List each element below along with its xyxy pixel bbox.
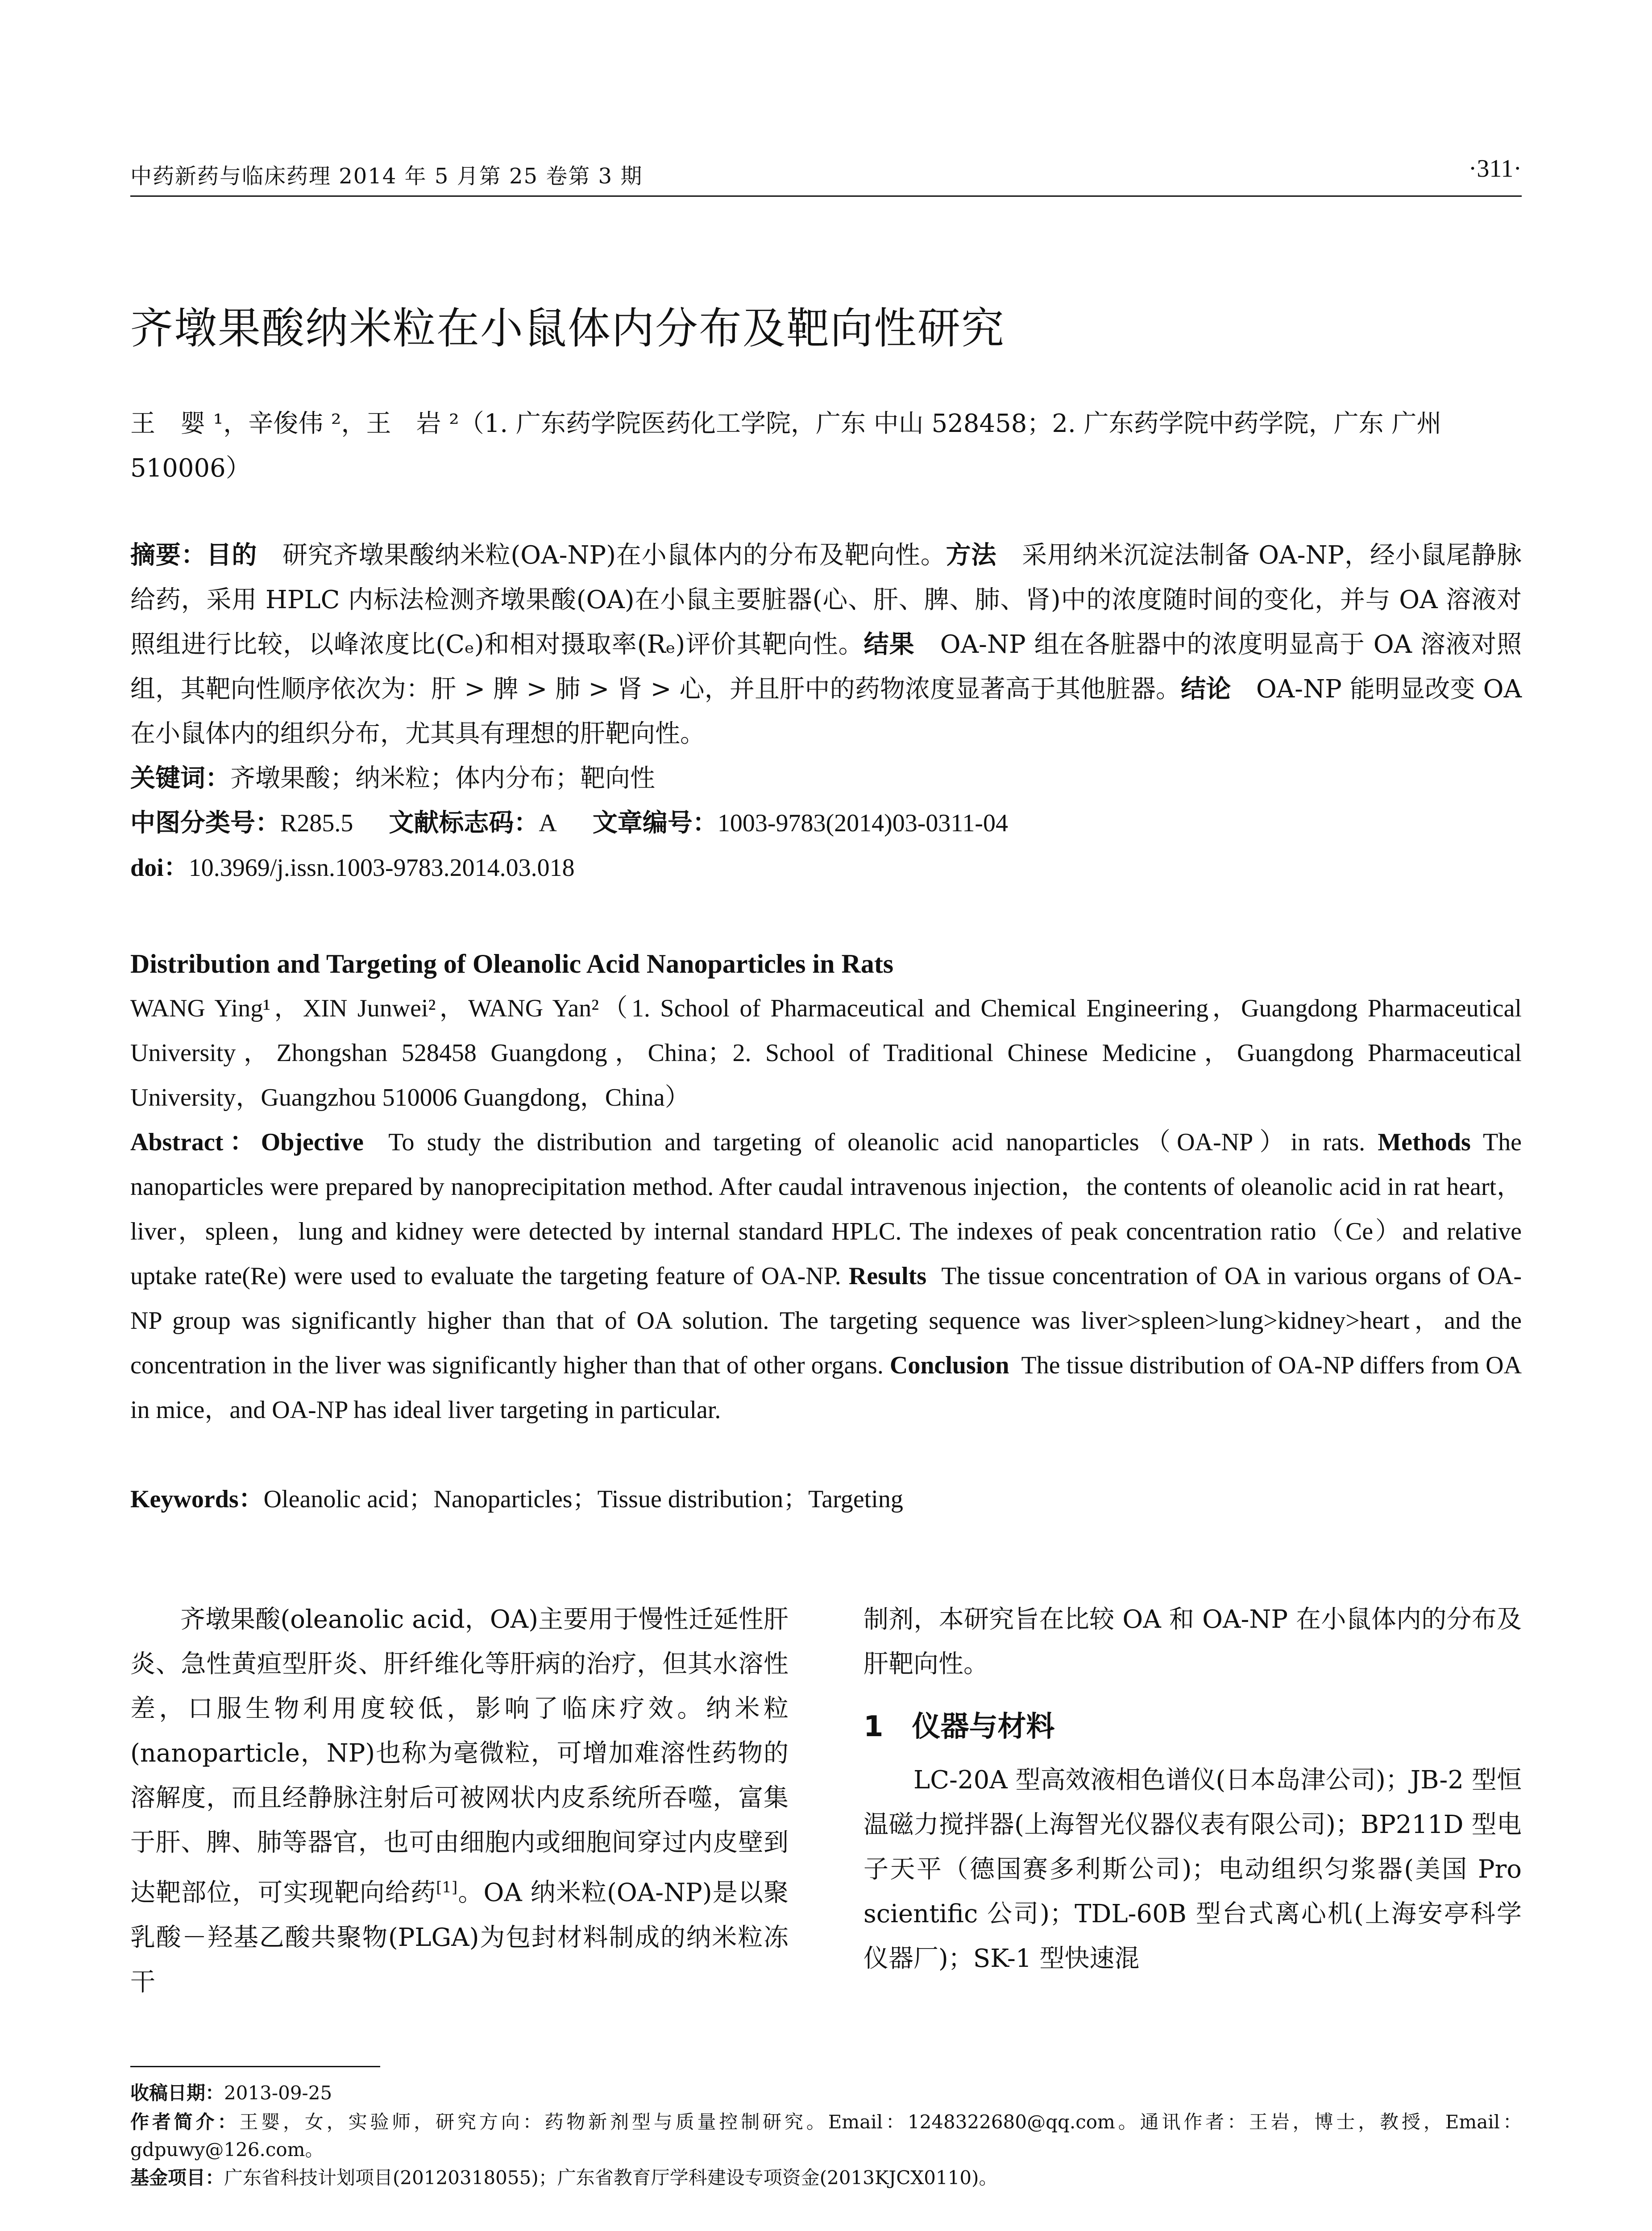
doi-line bbox=[130, 846, 575, 890]
reference-marker[interactable]: [1] bbox=[436, 1879, 458, 1896]
results-en-text: The tissue concentration of OA in various organs of OA-NP group was significantly higher than that of OA solution. The targeting sequence was liver>spleen>lung>kidney>heart，and the concentration in the liver was significantly higher than that of other organs. bbox=[130, 1262, 1522, 1379]
header-rule bbox=[130, 195, 1522, 197]
keywords-cn-text: 齐墩果酸；纳米粒；体内分布；靶向性 bbox=[230, 764, 655, 793]
methods-en-text: The nanoparticles were prepared by nanoprecipitation method. After caudal intravenous injection，the contents of oleanolic acid in rat heart，liver，spleen，lung and kidney were detected by internal standard HPLC. The indexes of peak concentration ratio（Ce）and relative uptake rate(Re) were used to evaluate the targeting feature of OA-NP. bbox=[130, 1128, 1522, 1290]
methods-en-label: Methods bbox=[1378, 1128, 1471, 1156]
section1-paragraph: LC-20A 型高效液相色谱仪(日本岛津公司)；JB-2 型恒温磁力搅拌器(上海智光仪器仪表有限公司)；BP211D 型电子天平（德国赛多利斯公司)；电动组织匀浆器(美国 Pro scientific 公司)；TDL-60B 型台式离心机(上海安亭科学仪器厂)；SK-1 型快速混 bbox=[863, 1766, 1522, 1973]
objective-en-text: To study the distribution and targeting of oleanolic acid nanoparticles（OA-NP）in rats. bbox=[388, 1128, 1366, 1156]
intro-continuation: 制剂，本研究旨在比较 OA 和 OA-NP 在小鼠体内的分布及肝靶向性。 bbox=[863, 1605, 1522, 1679]
keywords-en-text: Oleanolic acid；Nanoparticles；Tissue distribution；Targeting bbox=[263, 1485, 903, 1513]
objective-cn-text: 研究齐墩果酸纳米粒(OA-NP)在小鼠体内的分布及靶向性。 bbox=[282, 541, 946, 570]
classification-line bbox=[130, 801, 1008, 846]
doc-code-label: 文献标志码： bbox=[389, 809, 539, 838]
footnote-rule bbox=[130, 2066, 380, 2067]
clc-label: 中图分类号： bbox=[130, 809, 280, 838]
footnote-received bbox=[130, 2079, 1522, 2107]
abstract-cn-label: 摘要： bbox=[130, 541, 207, 570]
intro-text: 齐墩果酸(oleanolic acid，OA)主要用于慢性迁延性肝炎、急性黄疸型肝炎、肝纤维化等肝病的治疗，但其水溶性差，口服生物利用度较低，影响了临床疗效。纳米粒(nanoparticle，NP)也称为毫微粒，可增加难溶性药物的溶解度，而且经静脉注射后可被网状内皮系统所吞噬，富集于肝、脾、肺等器官，也可由细胞内或细胞间穿过内皮壁到达靶部位，可实现靶向给药 bbox=[130, 1605, 789, 1908]
authors-en: WANG Ying¹，XIN Junwei²，WANG Yan²（1. School of Pharmaceutical and Chemical Engineering，Guangdong Pharmaceutical University，Zhongshan 528458 Guangdong，China；2. School of Traditional Chinese Medicine，Guangdong Pharmaceutical University，Guangzhou 510006 Guangdong，China） bbox=[130, 995, 1522, 1111]
intro-text-continued: 。OA 纳米粒(OA-NP)是以聚乳酸－羟基乙酸共聚物(PLGA)为包封材料制成的纳米粒冻干 bbox=[130, 1878, 789, 1997]
conclusion-en-label: Conclusion bbox=[889, 1352, 1009, 1379]
article-no-label: 文章编号： bbox=[592, 809, 718, 838]
conclusion-cn-label: 结论 bbox=[1181, 675, 1231, 704]
results-en-label: Results bbox=[848, 1262, 927, 1290]
abstract-en bbox=[130, 1120, 1522, 1432]
doi-value[interactable]: 10.3969/j.issn.1003-9783.2014.03.018 bbox=[188, 854, 575, 882]
received-date: 2013-09-25 bbox=[224, 2082, 332, 2104]
conclusion-en-text: The tissue distribution of OA-NP differs from OA in mice，and OA-NP has ideal liver targeting in particular. bbox=[130, 1352, 1522, 1424]
section-heading: 1 仪器与材料 bbox=[863, 1710, 1055, 1743]
clc-value: R285.5 bbox=[280, 809, 353, 837]
keywords-cn-label: 关键词： bbox=[130, 764, 230, 793]
authors-cn: 王 婴 ¹，辛俊伟 ²，王 岩 ²（1. 广东药学院医药化工学院，广东 中山 528458；2. 广东药学院中药学院，广东 广州 510006） bbox=[130, 409, 1442, 483]
author-bio-label: 作者简介： bbox=[130, 2111, 240, 2133]
footnote-fund bbox=[130, 2164, 1522, 2192]
article-title-en: Distribution and Targeting of Oleanolic Acid Nanoparticles in Rats bbox=[130, 949, 894, 979]
fund-text: 广东省科技计划项目(20120318055)；广东省教育厅学科建设专项资金(2013KJCX0110)。 bbox=[224, 2167, 998, 2189]
objective-en-label: Objective bbox=[261, 1128, 364, 1156]
article-title-cn: 齐墩果酸纳米粒在小鼠体内分布及靶向性研究 bbox=[130, 303, 1005, 353]
journal-header: 中药新药与临床药理 2014 年 5 月第 25 卷第 3 期 bbox=[130, 164, 643, 189]
footnote-author bbox=[130, 2108, 1522, 2164]
doc-code-value: A bbox=[539, 809, 557, 837]
keywords-cn bbox=[130, 756, 655, 801]
methods-cn-label: 方法 bbox=[946, 541, 997, 570]
author-bio-text: 王婴，女，实验师，研究方向：药物新剂型与质量控制研究。Email：1248322680@qq.com。通讯作者：王岩，博士，教授，Email：gdpuwy@126.com。 bbox=[130, 2111, 1522, 2161]
objective-cn-label: 目的 bbox=[206, 541, 257, 570]
keywords-en-label: Keywords： bbox=[130, 1485, 264, 1513]
results-cn-label: 结果 bbox=[863, 630, 915, 659]
conclusion-cn-text: OA-NP 能明显改变 OA 在小鼠体内的组织分布，尤其具有理想的肝靶向性。 bbox=[130, 675, 1522, 748]
intro-paragraph bbox=[130, 1597, 789, 2005]
abstract-cn bbox=[130, 533, 1522, 756]
results-cn-text: OA-NP 组在各脏器中的浓度明显高于 OA 溶液对照组，其靶向性顺序依次为：肝 > 脾 > 肺 > 肾 > 心，并且肝中的药物浓度显著高于其他脏器。 bbox=[130, 630, 1522, 704]
abstract-en-label: Abstract： bbox=[130, 1128, 261, 1156]
keywords-en bbox=[130, 1477, 1522, 1522]
received-label: 收稿日期： bbox=[130, 2082, 224, 2104]
fund-label: 基金项目： bbox=[130, 2167, 224, 2189]
methods-cn-text: 采用纳米沉淀法制备 OA-NP，经小鼠尾静脉给药，采用 HPLC 内标法检测齐墩果酸(OA)在小鼠主要脏器(心、肝、脾、肺、肾)中的浓度随时间的变化，并与 OA 溶液对照组进行比较，以峰浓度比(Cₑ)和相对摄取率(Rₑ)评价其靶向性。 bbox=[130, 541, 1522, 659]
body-right-column bbox=[863, 1597, 1522, 1981]
body-left-column bbox=[130, 1597, 789, 2005]
doi-label: doi： bbox=[130, 854, 189, 882]
page-number: ·311· bbox=[1468, 155, 1522, 182]
article-no-value: 1003-9783(2014)03-0311-04 bbox=[717, 809, 1008, 837]
